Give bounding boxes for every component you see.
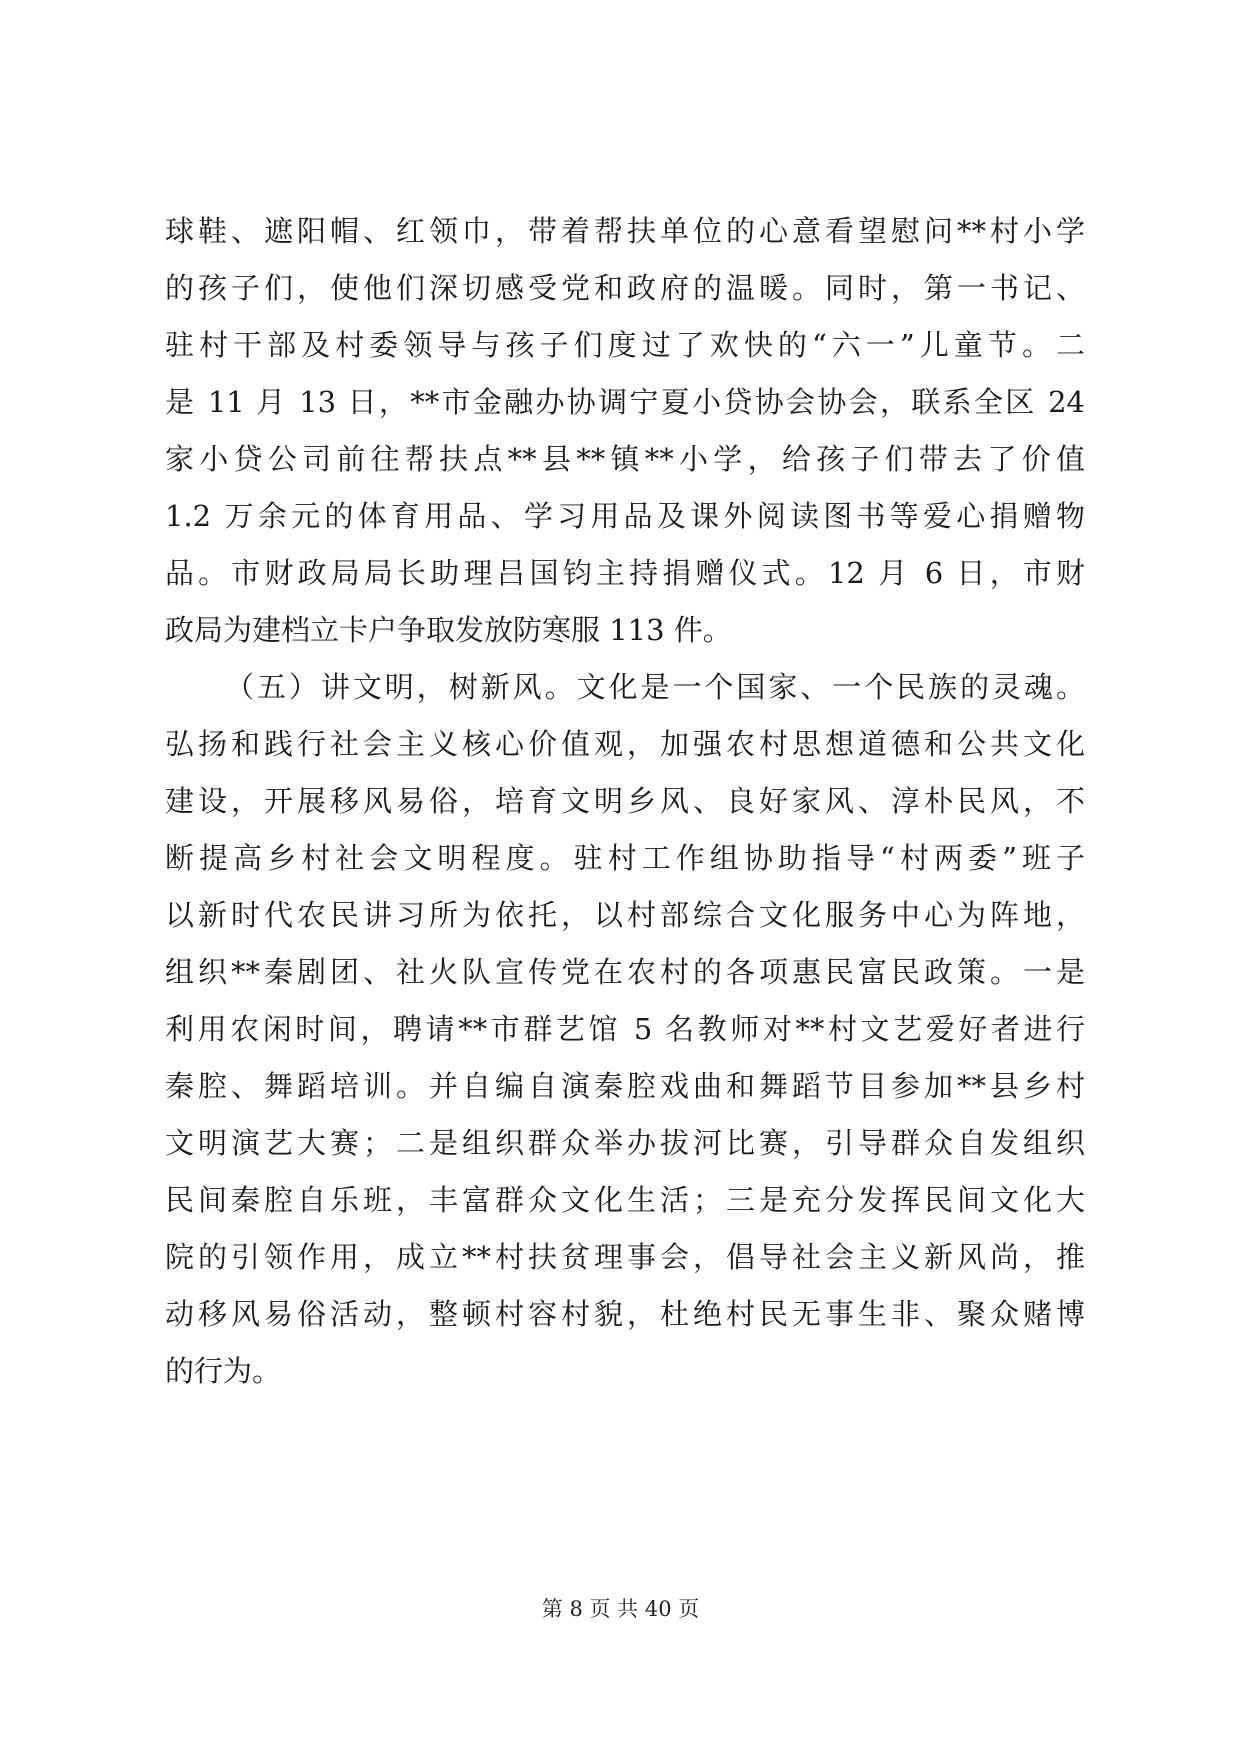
text-line: 文明演艺大赛；二是组织群众举办拔河比赛，引导群众自发组织 [165,1126,1085,1160]
text-line: 建设，开展移风易俗，培育文明乡风、良好家风、淳朴民风，不 [165,784,1085,818]
text-line: 是 11 月 13 日，**市金融办协调宁夏小贷协会协会，联系全区 24 [165,385,1085,419]
text-line: 驻村干部及村委领导与孩子们度过了欢快的“六一”儿童节。二 [165,328,1085,362]
text-line: （五）讲文明，树新风。文化是一个国家、一个民族的灵魂。 [225,670,1085,704]
text-line: 球鞋、遮阳帽、红领巾，带着帮扶单位的心意看望慰问**村小学 [165,214,1085,248]
text-line: 政局为建档立卡户争取发放防寒服 113 件。 [165,613,732,647]
text-line: 院的引领作用，成立**村扶贫理事会，倡导社会主义新风尚，推 [165,1240,1085,1274]
text-line: 以新时代农民讲习所为依托，以村部综合文化服务中心为阵地， [165,898,1085,932]
text-line: 品。市财政局局长助理吕国钧主持捐赠仪式。12 月 6 日，市财 [165,556,1085,590]
text-line: 民间秦腔自乐班，丰富群众文化生活；三是充分发挥民间文化大 [165,1183,1085,1217]
text-line: 秦腔、舞蹈培训。并自编自演秦腔戏曲和舞蹈节目参加**县乡村 [165,1069,1085,1103]
text-line: 动移风易俗活动，整顿村容村貌，杜绝村民无事生非、聚众赌博 [165,1297,1085,1331]
text-line: 断提高乡村社会文明程度。驻村工作组协助指导“村两委”班子 [165,841,1085,875]
text-line: 1.2 万余元的体育用品、学习用品及课外阅读图书等爱心捐赠物 [165,499,1085,533]
page-number-footer: 第 8 页 共 40 页 [541,1597,700,1621]
text-line: 家小贷公司前往帮扶点**县**镇**小学，给孩子们带去了价值 [165,442,1085,476]
text-line: 组织**秦剧团、社火队宣传党在农村的各项惠民富民政策。一是 [165,955,1085,989]
text-line: 利用农闲时间，聘请**市群艺馆 5 名教师对**村文艺爱好者进行 [165,1012,1085,1046]
text-line: 弘扬和践行社会主义核心价值观，加强农村思想道德和公共文化 [165,727,1085,761]
text-line: 的孩子们，使他们深切感受党和政府的温暖。同时，第一书记、 [165,271,1085,305]
text-line: 的行为。 [165,1354,282,1388]
